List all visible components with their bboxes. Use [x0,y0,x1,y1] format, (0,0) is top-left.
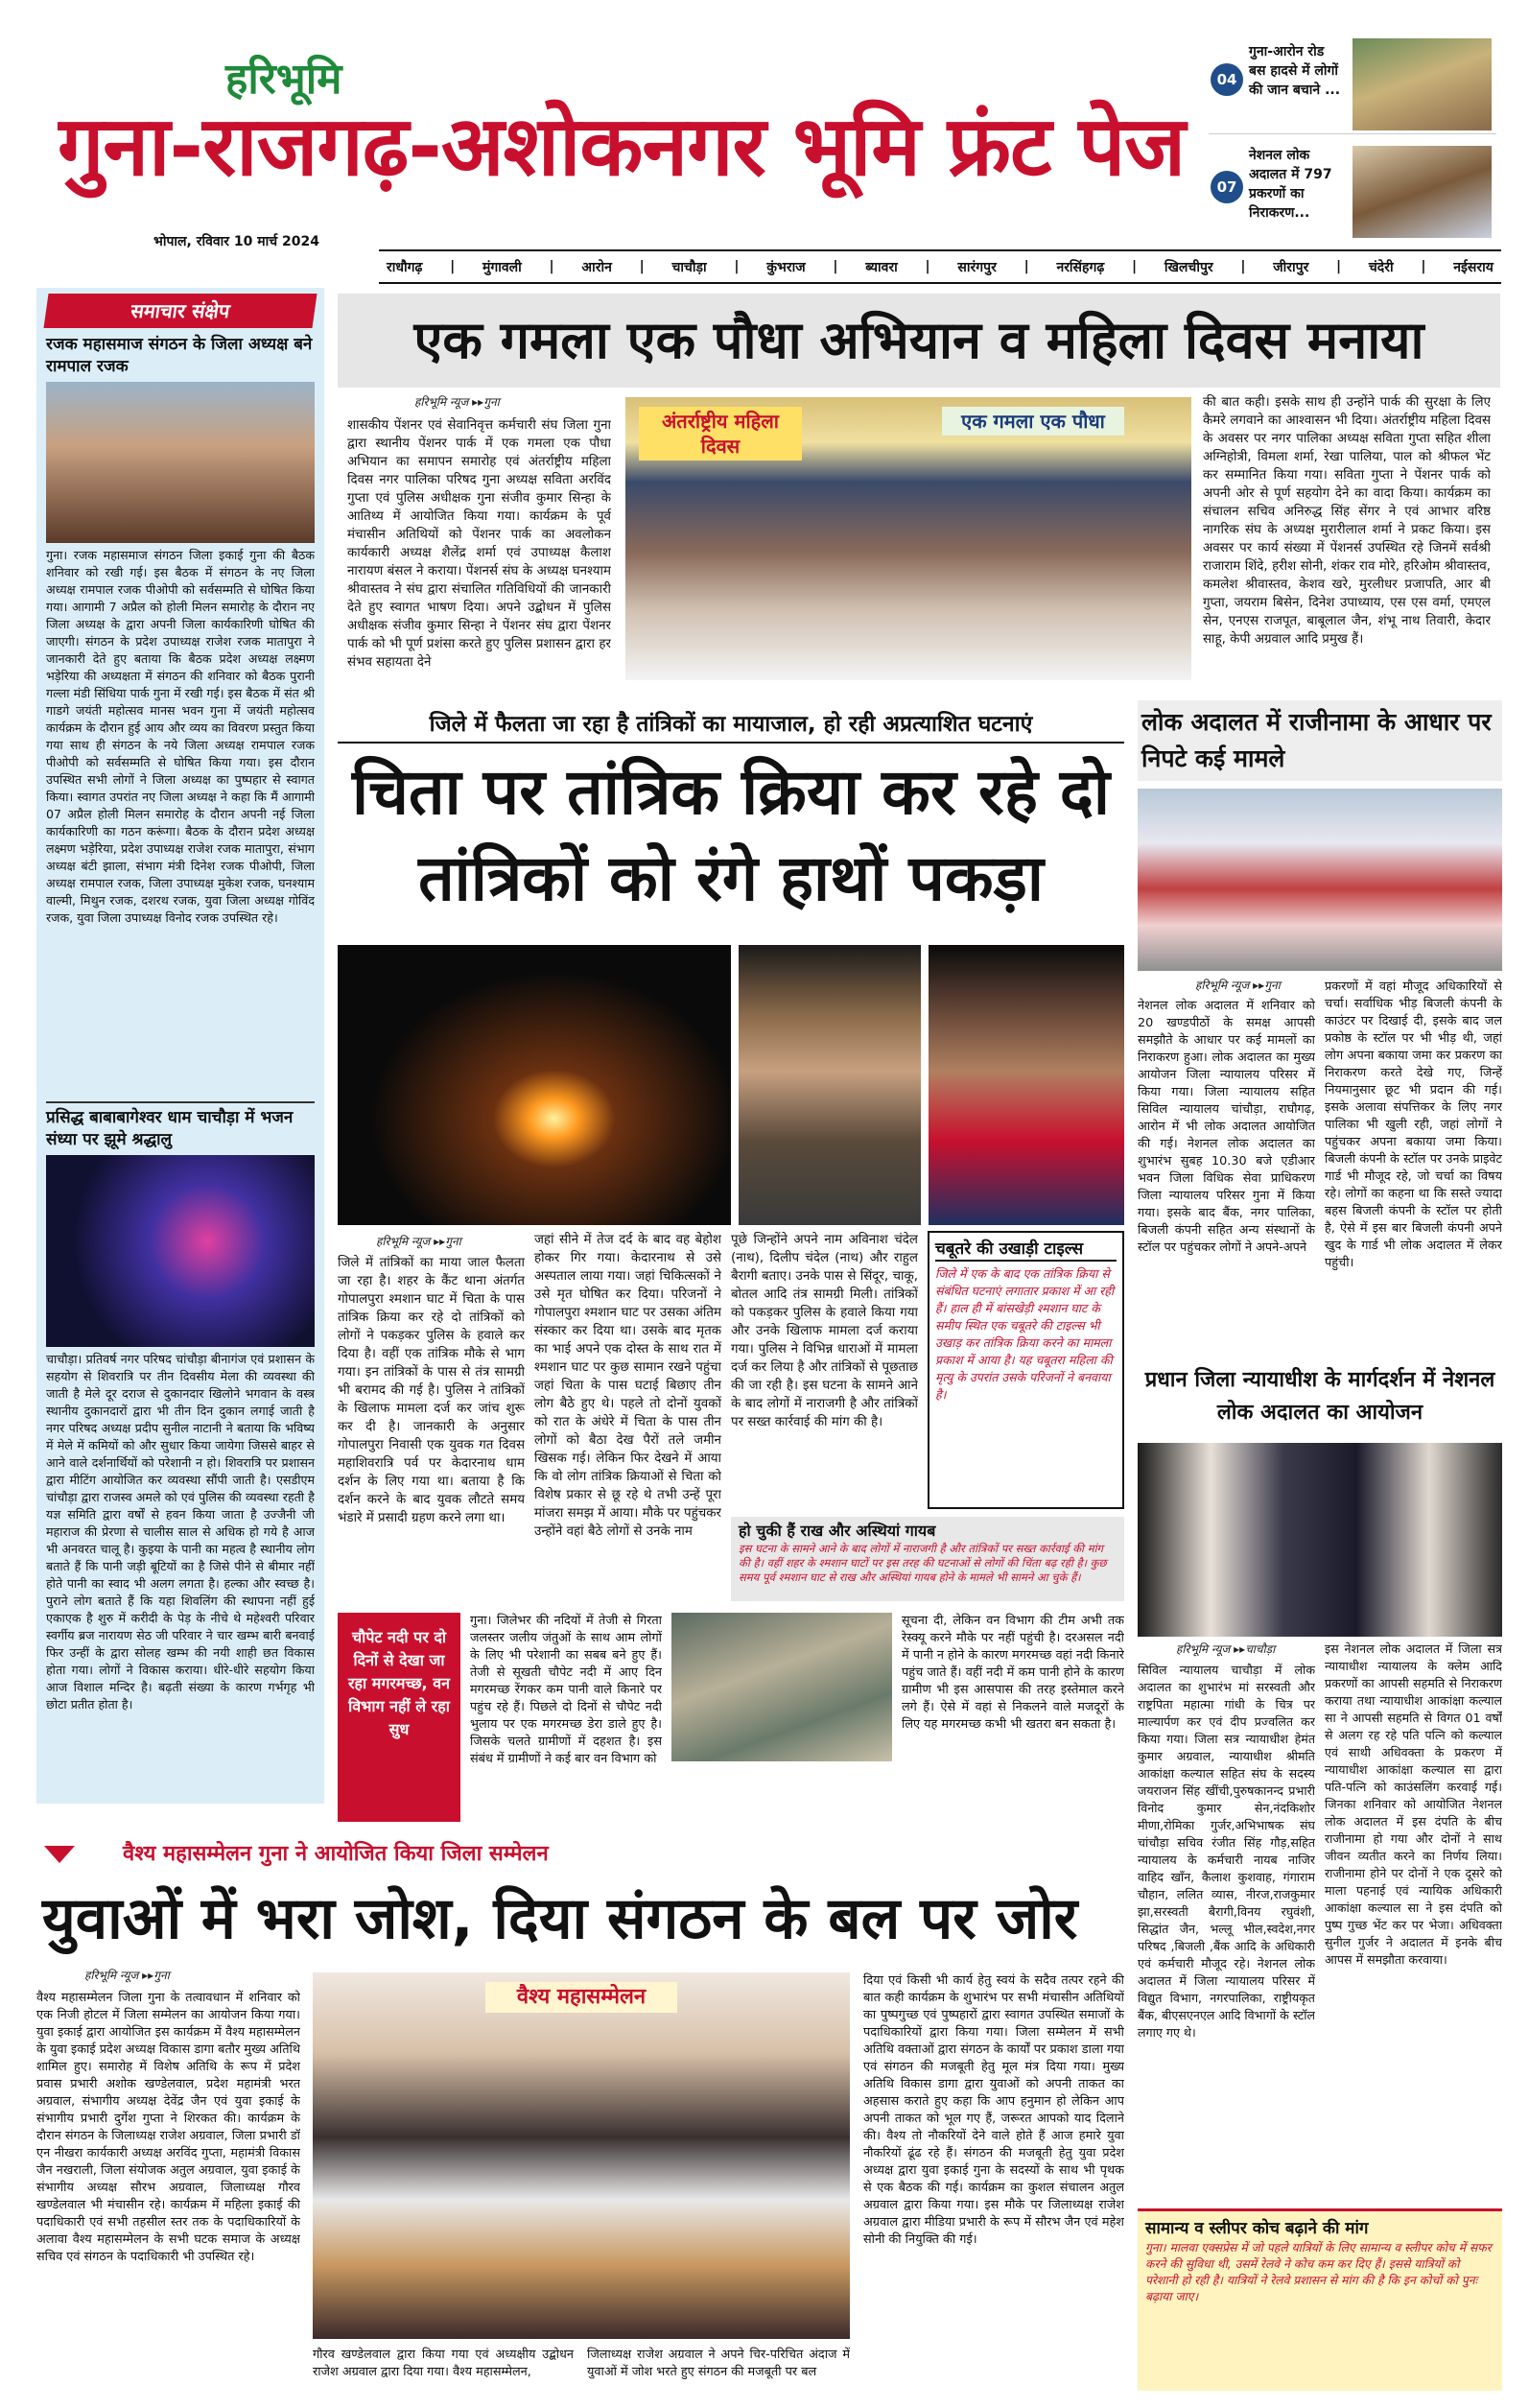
byline: हरिभूमि न्यूज ▸▸गुना [376,1235,461,1248]
banner-text: एक गमला एक पौधा [942,407,1124,436]
brief-body: चाचौड़ा। प्रतिवर्ष नगर परिषद चांचौड़ा बीनागंज एवं प्रशासन के सहयोग से शिवरात्रि पर तीन दिवसीय मेला की व्यवस्था की जाती है मेले दूर दराज से दुकानदार खिलोने भगवान के वस्त्र स्थानीय दुकानदारों द्वारा भी तीन दिन दुकान लगाई जाती है नगर परिषद अध्यक्ष प्रदीप सुनील नाटानी ने बताया कि भविष्य में मेले में कमियों को और सुधार किया जायेगा जिससे बाहर से आने वाले दर्शनार्थियों को परेशानी न हो। शिवरात्रि पर प्रशासन द्वारा मीटिंग आयोजित कर व्यवस्था सौंपी जाती है। एसडीएम चांचौड़ा द्वारा राजस्व अमले को एवं पुलिस की व्यवस्था रहती है यज्ञ समिति द्वारा वर्षों से हवन किया जाता है उज्जैनी जी महाराज की प्रेरणा से चालीस साल से अधिक हो गये है आज भी अनवरत चालू है। कुइया के पानी का महत्व है स्थानीय लोग बताते हैं कि पानी जड़ी बूटियों का है जिसे पीने से बीमार नहीं होते पानी का स्वाद भी अलग लगता है। हल्का और स्वच्छ है। पुराने लोग बताते हैं कि यहा शिवलिंग की स्थापना नहीं हुई एकाएक है शुरु में करीदी के पेड़ के नीचे थे महेश्वरी परिवार स्वर्गीय ब्रज नारायण सेठ जी परिवार ने चार खम्भ बारी बनवाई फिर उन्हीं के द्वारा सोलह खम्भ की नयी शाही छत विकास होता गया। लोगों ने विकास कराया। धीरे-धीरे सहयोग किया आज विशाल मन्दिर है। बढ़ती संख्या के कारण गर्भगृह भी छोटा प्रतीत होता है। [46,1352,315,1712]
pradhan-photo [1138,1443,1502,1637]
ash-box [731,1517,1124,1601]
demand-body: गुना। मालवा एक्सप्रेस में जो पहले यात्रियों के लिए सामान्य व स्लीपर कोच में सफर करने की सुविधा थी, उसमें रेलवे ने कोच कम कर दिए हैं। इससे यात्रियों को परेशानी हो रही है। यात्रियों ने रेलवे प्रशासन से मांग की है कि इन कोचों को पुनः बढ़ाया जाए। [1145,2241,1492,2303]
brief-headline: प्रसिद्ध बाबाबागेश्वर धाम चाचौड़ा में भजन संध्या पर झूमे श्रद्धालु [46,1101,315,1151]
teaser-photo [1353,38,1492,130]
brief-photo [46,382,315,543]
byline: हरिभूमि न्यूज ▸▸गुना [84,1969,170,1982]
byline: हरिभूमि न्यूज ▸▸गुना [414,395,500,409]
demand-box [1138,2208,1502,2391]
teaser-link[interactable]: गुना-आरोन रोड बस हादसे में लोगों की जान बचाने ... [1249,44,1341,98]
tantrik-story [338,705,1124,1828]
town-link[interactable]: नरसिंहगढ़ [1056,259,1105,275]
river-col-1: गुना। जिलेभर की नदियों में तेजी से गिरता जलस्तर जलीय जंतुओं के साथ आम लोगों के लिए भी परेशानी का सबब बने हुए हैं। तेजी से सूखती चौपेट नदी में आए दिन मगरमच्छ रेंगकर कम पानी वाले किनारे पर पहुंच रहे हैं। पिछले दो दिनों से चौपेट नदी भुलाय पर एक मगरमच्छ डेरा डाले हुए है। जिसके चलते ग्रामीणों में दहशत है। इस संबंध में ग्रामीणों ने कई बार वन विभाग को [470,1614,662,1766]
sidebox-body: जिले में एक के बाद एक तांत्रिक क्रिया से संबंधित घटनाएं लगातार प्रकाश में आ रही हैं। हाल ही में बांसखेड़ी श्मशान घाट के समीप स्थित एक चबूतरे की टाइल्स भी उखाड़ कर तांत्रिक क्रिया करने का मामला प्रकाश में आया है। यह चबूतरा महिला की मृत्यु के उपरांत उसके परिजनों ने बनवाया है। [935,1266,1115,1402]
vaishya-col-3: दिया एवं किसी भी कार्य हेतु स्वयं के सदैव तत्पर रहने की बात कही कार्यक्रम के शुभारंभ पर सभी मंचासीन अतिथियों का पुष्पगुच्छ एवं पुष्पहारों द्वारा स्वागत उपस्थित समाजों के पदाधिकारियों द्वारा किया गया। जिला सम्मेलन में सभी अतिथि वक्ताओं द्वारा संगठन के कार्यों पर प्रकाश डाला गया एवं संगठन की मजबूती हेतु मूल मंत्र दिया गया। मुख्य अतिथि विकास डागा द्वारा युवाओं को अपनी ताकत का अहसास कराते हुए कहा कि आप हनुमान हो लेकिन आप अपनी ताकत को भूल गए हैं, जरूरत आपको याद दिलाने की। वैश्य तो नौकरियों देने वाले होते हैं आज हमारे युवा नौकरियों ढूंढ रहे हैं। संगठन की मजबूती हेतु युवा प्रदेश अध्यक्ष द्वारा युवा इकाई गुना के सदस्यों के साथ भी पृथक से एक बैठक की गई। कार्यक्रम का कुशल संचालन अतुल अग्रवाल द्वारा किया गया। इस मौके पर जिलाध्यक्ष राजेश अग्रवाल द्वारा मीडिया प्रभारी के रूप में सौरभ जैन एवं महेश सोनी की नियुक्ति की गई। [863,1973,1124,2247]
tantrik-col-1: जिले में तांत्रिकों का माया जाल फैलता जा रहा है। शहर के कैंट थाना अंतर्गत गोपालपुरा श्मशान घाट में चिता के पास तांत्रिक क्रिया कर रहे दो तांत्रिकों को लोगों ने पकड़कर पुलिस के हवाले कर दिया है। वहीं एक तांत्रिक मौके से भाग गया। इन तांत्रिकों के पास से तंत्र सामग्री भी बरामद की गई है। पुलिस ने तांत्रिकों के खिलाफ मामला दर्ज कर जांच शुरू कर दी है। जानकारी के अनुसार गोपालपुरा निवासी एक युवक गत दिवस महाशिवरात्रि पर्व पर केदारनाथ धाम दर्शन के लिए गया था। बताया है कि दर्शन करने के बाद युवक लौटते समय भंडारे में प्रसादी ग्रहण करने लगा था। [338,1256,525,1525]
lead-headline: एक गमला एक पौधा अभियान व महिला दिवस मनाया [338,294,1500,388]
town-link[interactable]: कुंभराज [766,259,806,275]
town-link[interactable]: खिलचीपुर [1164,259,1213,275]
tantrik-col-2: जहां सीने में तेज दर्द के बाद वह बेहोश होकर गिर गया। केदारनाथ से उसे अस्पताल लाया गया। जहां चिकित्सकों ने उसे मृत घोषित कर दिया। परिजनों ने गोपालपुरा श्मशान घाट पर उसका अंतिम संस्कार कर दिया था। उसके बाद मृतक का भाई अपने एक दोस्त के साथ रात में श्मशान घाट पर कुछ सामान रखने पहुंचा जहां चिता के पास घटाई बिछाए तीन लोग बैठे हुए थे। पहले तो दोनों युवकों को रात के अंधेरे में चिता के पास तीन लोगों को बैठा देख पैरों तले जमीन खिसक गई। लेकिन फिर देखने में आया कि वो लोग तांत्रिक क्रियाओं से चिता को विशेष प्रकार से छू रहे थे तभी उन्हें पूरा मांजरा समझ में आया। मौके पर पहुंचकर उन्होंने वहां बैठे लोगों से उनके नाम [534,1233,721,1539]
brief-photo [46,1155,315,1347]
masthead [58,29,1189,269]
vaishya-caption: गौरव खण्डेलवाल द्वारा किया गया एवं अध्यक्षीय उद्बोधन राजेश अग्रवाल द्वारा दिया गया। वैश्य महासम्मेलन, [313,2348,574,2379]
ash-body: इस घटना के सामने आने के बाद लोगों में नाराजगी है और तांत्रिकों पर सख्त कार्रवाई की मांग की है। वहीं शहर के श्मशान घाटों पर इस तरह की घटनाओं से लोगों की चिंता बढ़ रही है। कुछ समय पूर्व श्मशान घाट से राख और अस्थियां गायब होने के मामले भी सामने आ चुके हैं। [739,1542,1107,1584]
towns-strip: राधौगढ़ | मुंगावली | आरोन | चाचौड़ा | कुंभराज | ब्यावरा | सारंगपुर | नरसिंहगढ़ | खिलचीपुर | जीरापुर | चंदेरी | नईसराय [379,249,1501,284]
demand-head: सामान्य व स्लीपर कोच बढ़ाने की मांग [1145,2219,1369,2238]
town-link[interactable]: आरोन [581,259,612,275]
banner-text: अंतर्राष्ट्रीय महिला दिवस [639,407,802,460]
sidebox-head: चबूतरे की उखाड़ी टाइल्स [935,1239,1117,1262]
tantrik-col-3: पूछे जिन्होंने अपने नाम अविनाश चंदेल (नाथ), दिलीप चंदेल (नाथ) और राहुल बैरागी बताए। उनके पास से सिंदूर, चाकू, बोतल आदि तंत्र सामग्री मिली। तांत्रिकों को पकड़कर पुलिस के हवाले किया गया और उनके खिलाफ मामला दर्ज कराया गया। पुलिस ने विभिन्न धाराओं में मामला दर्ज कर लिया है और तांत्रिकों से पूछताछ की जा रही है। इस घटना के सामने आने के बाद लोगों में नाराजगी है और तांत्रिकों पर सख्त कार्रवाई की मांग की है। [731,1233,918,1429]
teaser-box [1209,35,1496,246]
ash-head: हो चुकी हैं राख और अस्थियां गायब [739,1522,936,1540]
pradhan-col-1: सिविल न्यायालय चाचौड़ा में लोक अदालत का शुभारंभ मां सरस्वती और राष्ट्रपिता महात्मा गांधी के चित्र पर माल्यार्पण कर एवं दीप प्रज्वलित कर किया गया। जिला सत्र न्यायाधीश हेमंत कुमार अग्रवाल, न्यायाधीश श्रीमति आकांक्षा कल्याल सहित संघ के सदस्य जयराजन सिंह खींची,पुरुषकानन्द प्रभारी विनोद कुमार सेन,नंदकिशोर मीणा,रोमिका गुर्जर,अभिभाषक संघ चांचौड़ा सचिव रंजीत सिंह गौड़,सहित न्यायालय के कर्मचारी नायब नाजिर वाहिद खाँन, कैलाश कुशवाह, गंगाराम चौहान, ललित व्यास, नीरज,राजकुमार झा,सरस्वती बैरागी,विनय रघुवंशी, सिद्धांत जैन, भल्लू भील,स्वदेश,नगर परिषद ,बिजली ,बैंक आदि के अधिकारी एवं कर्मचारी मौजूद रहे। नेशनल लोक अदालत में जिला न्यायालय परिसर में विद्युत विभाग, नगरपालिका, राष्ट्रीयकृत बैंक, बीएसएनएल आदि विभागों के स्टॉल लगाए गए थे। [1138,1663,1315,2040]
lok-headline: लोक अदालत में राजीनामा के आधार पर निपटे कई मामले [1138,700,1502,781]
dateline: भोपाल, रविवार 10 मार्च 2024 [153,234,319,249]
lok-photo [1138,789,1502,971]
town-link[interactable]: चंदेरी [1368,259,1394,275]
town-link[interactable]: मुंगावली [482,259,522,275]
tantrik-headline: चिता पर तांत्रिक क्रिया कर रहे दो तांत्रिकों को रंगे हाथों पकड़ा [351,755,1110,915]
tantrik-sidebox [928,1231,1124,1509]
town-link[interactable]: ब्यावरा [865,259,898,275]
lead-photo [625,397,1191,680]
lead-story [338,294,1500,696]
vaishya-story [36,1838,1128,2395]
vaishya-kicker: वैश्य महासम्मेलन गुना ने आयोजित किया जिला सम्मेलन [123,1842,549,1866]
tantrik-photo-accused [929,945,1124,1225]
teaser-photo [1353,146,1492,238]
teaser-number: 07 [1211,171,1243,203]
vaishya-col-1: वैश्य महासम्मेलन जिला गुना के तत्वावधान में शनिवार को एक निजी होटल में जिला सम्मेलन का आयोजन किया गया। युवा इकाई द्वारा आयोजित इस कार्यक्रम में वैश्य महासम्मेलन के युवा इकाई प्रदेश अध्यक्ष विकास डागा बतौर मुख्य अतिथि शामिल हुए। समारोह में विशेष अतिथि के रूप में प्रदेश प्रवास प्रभारी अशोक खण्डेलवाल, प्रदेश महामंत्री भरत अग्रवाल, संभागीय अध्यक्ष देवेंद्र जैन एवं युवा इकाई के संभागीय प्रभारी दुर्गेश गुप्ता ने शिरकत की। कार्यक्रम के दौरान संगठन के जिलाध्यक्ष राजेश अग्रवाल, जिला प्रभारी डॉ एन नीखरा कार्यकारी अध्यक्ष अरविंद गुप्ता, महामंत्री विकास जैन नखराली, जिला संयोजक अतुल अग्रवाल, युवा इकाई के संभागीय अध्यक्ष सौरभ अग्रवाल, जिलाध्यक्ष गौरव खण्डेलवाल भी मंचासीन रहे। कार्यक्रम में महिला इकाई की पदाधिकारी एवं सभी तहसील स्तर तक के पदाधिकारियों के अलावा वैश्य महासम्मेलन के सभी घटक समाज के अध्यक्ष सचिव एवं संगठन के पदाधिकारी भी उपस्थित रहे। [36,1991,300,2264]
vaishya-headline: युवाओं में भरा जोश, दिया संगठन के बल पर जोर [42,1885,1078,1952]
chevron-down-icon [44,1846,75,1863]
byline: हरिभूमि न्यूज ▸▸गुना [1195,979,1281,992]
lok-col-1: नेशनल लोक अदालत में शनिवार को 20 खण्डपीठों के समक्ष आपसी समझौते के आधार पर कई मामलों का निराकरण हुआ। लोक अदालत का मुख्य आयोजन जिला न्यायालय परिसर में किया गया। जिला न्यायालय सहित सिविल न्यायालय चांचौड़ा, राघौगढ़, आरोन में भी लोक अदालत आयोजित की गई। नेशनल लोक अदालत का शुभारंभ सुबह 10.30 बजे एडीआर भवन जिला विधिक सेवा प्राधिकरण जिला न्यायालय परिसर गुना में किया गया। इसके बाद बैंक, नगर पालिका, बिजली कंपनी सहित अन्य संस्थानों के स्टॉल पर पहुंचकर लोगों ने अपने-अपने [1138,999,1315,1255]
brief-label: समाचार संक्षेप [43,294,317,328]
vaishya-photo [313,1972,850,2339]
vaishya-caption: जिलाध्यक्ष राजेश अग्रवाल ने अपने चिर-परिचित अंदाज में युवाओं में जोश भरते हुए संगठन की मजबूती पर बल [587,2348,850,2379]
town-link[interactable]: नईसराय [1453,259,1494,275]
brief-body: गुना। रजक महासमाज संगठन जिला इकाई गुना की बैठक शनिवार को रखी गई। इस बैठक में संगठन के नए जिला अध्यक्ष रामपाल रजक पीओपी को सर्वसम्मति से घोषित किया गया। आगामी 7 अप्रैल को होली मिलन समारोह के दौरान नए जिला अध्यक्ष के द्वारा अपनी जिला कार्यकारिणी घोषित की जाएगी। संगठन के प्रदेश उपाध्यक्ष राजेश रजक मातापुरा ने जानकारी देते हुए बताया कि बैठक प्रदेश अध्यक्ष लक्ष्मण भड़ेरिया की अध्यक्षता में संगठन की शनिवार को बैठक पुरानी गल्ला मंडी सिंधिया पार्क गुना में रखी गई। इस बैठक में संत श्री गाडगे जयंती महोत्सव मानस भवन गुना में जयंती महोत्सव कार्यक्रम के दौरान हुई आय और व्यय का विवरण प्रस्तुत किया गया साथ ही संगठन के नये जिला अध्यक्ष रामपाल रजक पीओपी को सर्वसम्मति से घोषित किया गया। इस दौरान उपस्थित सभी लोगों ने जिला अध्यक्ष का पुष्पहार से स्वागत किया। स्वागत उपरांत नए जिला अध्यक्ष ने कहा कि मैं आगामी 07 अप्रैल होली मिलन समारोह के दौरान अपनी नई जिला कार्यकारिणी का गठन करूंगा। बैठक के दौरान प्रदेश अध्यक्ष लक्ष्मण भड़ेरिया, प्रदेश उपाध्यक्ष राजेश रजक मातापुरा, संभाग अध्यक्ष बंटी झाला, संभाग मंत्री दिनेश रजक पीओपी, जिला अध्यक्ष रामपाल रजक, जिला उपाध्यक्ष मुकेश रजक, घनश्याम वाल्मी, मिथुन रजक, दशरथ रजक, युवा जिला अध्यक्ष गोविंद रजक, युवा जिला उपाध्यक्ष विनोद रजक उपस्थित रहे। [46,548,315,925]
tantrik-photo-accused [739,945,921,1225]
tantrik-kicker: जिले में फैलता जा रहा है तांत्रिकों का मायाजाल, हो रही अप्रत्याशित घटनाएं [338,705,1124,744]
byline: हरिभूमि न्यूज ▸▸चाचौड़ा [1176,1642,1276,1656]
brief-column [36,288,324,1804]
lok-adalat-story [1138,700,1502,1353]
pradhan-headline: प्रधान जिला न्यायाधीश के मार्गदर्शन में नेशनल लोक अदालत का आयोजन [1144,1368,1495,1425]
town-link[interactable]: जीरापुर [1273,259,1309,275]
pradhan-story [1138,1362,1502,2394]
lead-col-1: शासकीय पेंशनर एवं सेवानिवृत्त कर्मचारी संघ जिला गुना द्वारा स्थानीय पेंशनर पार्क में एक गमला एक पौधा अभियान का समापन समारोह एवं अंतर्राष्ट्रीय महिला दिवस नगर पालिका परिषद गुना अध्यक्ष सविता अरविंद गुप्ता एवं पुलिस अधीक्षक गुना संजीव कुमार सिन्हा के आतिथ्य में आयोजित किया गया। कार्यक्रम के पूर्व मंचासीन अतिथियों को पेंशनर पार्क का अवलोकन कार्यकारी अध्यक्ष शैलेंद्र शर्मा एवं उपाध्यक्ष कैलाश नारायण बंसल ने कराया। पेंशनर्स संघ के अध्यक्ष घनश्याम श्रीवास्तव ने संघ द्वारा संचालित गतिविधियों की जानकारी देते हुए स्वागत भाषण दिया। अपने उद्बोधन में पुलिस अधीक्षक संजीव कुमार सिन्हा ने पेंशनर संघ द्वारा पेंशनर पार्क को भी पूर्ण प्रशंसा करते हुए पुलिस प्रशासन द्वारा हर संभव सहायता देने [347,418,611,670]
brand-logo: हरिभूमि [225,55,342,104]
teaser-link[interactable]: नेशनल लोक अदालत में 797 प्रकरणों का निराकरण... [1249,148,1332,221]
town-link[interactable]: चाचौड़ा [671,259,707,275]
pradhan-col-2: इस नेशनल लोक अदालत में जिला सत्र न्यायाधीश न्यायालय के क्लेम आदि प्रकरणों का आपसी सहमति से निराकरण कराया तथा न्यायाधीश आकांक्षा कल्याल सा ने आपसी सहमति से विगत 01 वर्षों से अलग रह रहे पति पत्नि को कल्याल एवं साथी अधिवक्ता के प्रकरण में न्यायाधीश आकांक्षा कल्याल सा द्वारा पति-पत्नि को काउंसलिंग करवाई गई। जिनका शनिवार को आयोजित नेशनल लोक अदालत में इस दंपति के बीच राजीनामा हो गया और दोनों ने साथ जीवन व्यतीत करने का निर्णय लिया। राजीनामा होने पर दोनों ने एक दूसरे को माला पहनाई एवं न्यायिक अधिकारी आकांक्षा कल्याल सा ने इस दंपति को पुष्प गुच्छ भेंट कर पर भेजा। अधिवक्ता सुनील गुर्जर ने अदालत में इनके बीच आपस में समझौता करवाया। [1325,1641,1502,1967]
town-link[interactable]: सारंगपुर [957,259,997,275]
page-title: गुना-राजगढ़-अशोकनगर भूमि फ्रंट पेज [58,99,1186,195]
river-side-head: चौपेट नदी पर दो दिनों से देखा जा रहा मगरमच्छ, वन विभाग नहीं ले रहा सुध [338,1613,460,1822]
banner-text: वैश्य महासम्मेलन [485,1982,677,2013]
tantrik-photo-fire [338,945,731,1225]
brief-headline: रजक महासमाज संगठन के जिला अध्यक्ष बने रामपाल रजक [46,335,313,376]
lead-col-2: की बात कही। इसके साथ ही उन्होंने पार्क की सुरक्षा के लिए कैमरे लगवाने का आश्वासन भी दिया। अंतर्राष्ट्रीय महिला दिवस के अवसर पर नगर पालिका अध्यक्ष सविता गुप्ता सहित शीला अग्निहोत्री, विमला शर्मा, रेखा पालिया, पाल को श्रीफल भेंट कर सम्मानित किया गया। सविता गुप्ता ने पेंशनर पार्क को अपनी ओर से पूर्ण सहयोग देने का वादा किया। कार्यक्रम का संचालन सचिव अनिरुद्ध सिंह सेंगर ने एवं आभार वरिष्ठ नागरिक संघ के अध्यक्ष मुरारीलाल शर्मा ने प्रकट किया। इस अवसर पर कार्य संख्या में पेंशनर्स उपस्थित रहे जिनमें सर्वश्री राजाराम शिंदे, हरीश सोनी, शंकर राव मोरे, हरिओम श्रीवास्तव, कमलेश श्रीवास्तव, केशव खरे, मुरलीधर प्रजापति, आर बी गुप्ता, जयराम बिसेन, दिनेश उपाध्याय, एस एस वर्मा, एमएल सेन, एनएस राजपूत, बाबूलाल जैन, शंभू नाथ तिवारी, केदार साहू, केपी अग्रवाल आदि प्रमुख हैं। [1203,395,1491,647]
river-photo [671,1613,892,1761]
lok-col-2: प्रकरणों में वहां मौजूद अधिकारियों से चर्चा। सर्वाधिक भीड़ बिजली कंपनी के काउंटर पर दिखाई दी, इसके बाद जल प्रकोष्ठ के स्टॉल पर भी भीड़ थी, जहां लोग अपना बकाया जमा कर प्रकरण का निराकरण करते देखे गए, जिन्हें नियमानुसार छूट भी प्रदान की गई। इसके अलावा संपत्तिकर के लिए नगर पालिका भी खुली रही, जहां लोगों ने पहुंचकर अपना बकाया जमा किया। बिजली कंपनी के स्टॉल पर उनके प्राइवेट गार्ड भी मौजूद रहे, जो चर्चा का विषय रहे। लोगों का कहना था कि सस्ते ज्यादा बहस बिजली कंपनी के स्टॉल पर होती है, ऐसे में इस बार बिजली कंपनी अपने खुद के गार्ड भी लोक अदालत में लेकर पहुंची। [1325,980,1502,1270]
teaser-number: 04 [1211,63,1243,96]
town-link[interactable]: राधौगढ़ [387,259,423,275]
river-col-2: सूचना दी, लेकिन वन विभाग की टीम अभी तक रेस्क्यू करने मौके पर नहीं पहुंची है। दरअसल नदी में पानी न होने के कारण मगरमच्छ वहां नदी किनारे पहुंच जाते हैं। वहीं नदी में कम पानी होने के कारण ग्रामीण भी इस आसपास की तरह इस्तेमाल करने लगे हैं। ऐसे में वहां से निकलने वाले मजदूरों के लिए यह मगरमच्छ कभी भी खतरा बन सकता है। [902,1614,1124,1732]
